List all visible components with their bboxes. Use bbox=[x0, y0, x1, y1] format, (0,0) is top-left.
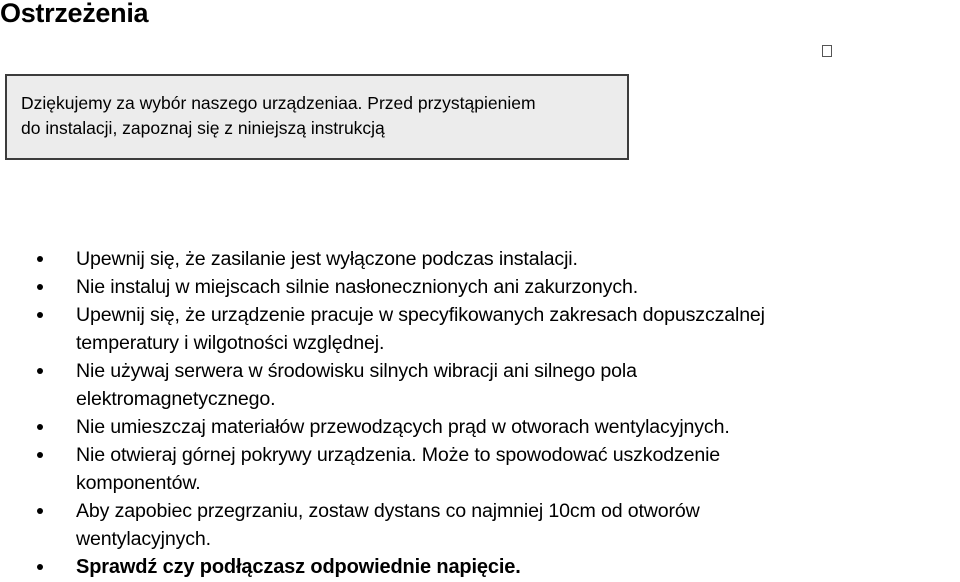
warning-text: Upewnij się, że urządzenie pracuje w specyfikowanych zakresach dopuszczalnej bbox=[76, 304, 765, 326]
page-title: Ostrzeżenia bbox=[0, 0, 149, 28]
bullet-icon bbox=[37, 368, 43, 374]
warning-item bbox=[0, 441, 960, 497]
warning-item bbox=[0, 553, 960, 581]
warning-list bbox=[0, 245, 960, 581]
bullet-icon bbox=[37, 256, 43, 262]
warning-text: temperatury i wilgotności względnej. bbox=[76, 332, 385, 354]
bullet-icon bbox=[37, 284, 43, 290]
bullet-icon bbox=[37, 452, 43, 458]
warning-text: Upewnij się, że zasilanie jest wyłączone podczas instalacji. bbox=[76, 248, 578, 270]
bullet-icon bbox=[37, 312, 43, 318]
bullet-icon bbox=[37, 564, 43, 570]
warning-text: wentylacyjnych. bbox=[76, 528, 211, 550]
warning-text: Sprawdź czy podłączasz odpowiednie napięcie. bbox=[76, 556, 521, 578]
warning-text: Nie otwieraj górnej pokrywy urządzenia. Może to spowodować uszkodzenie bbox=[76, 444, 721, 466]
bullet-icon bbox=[37, 508, 43, 514]
intro-box bbox=[5, 74, 629, 160]
warning-item bbox=[0, 273, 960, 301]
warning-text: Nie umieszczaj materiałów przewodzących prąd w otworach wentylacyjnych. bbox=[76, 416, 730, 438]
bullet-icon bbox=[37, 424, 43, 430]
warning-item bbox=[0, 413, 960, 441]
intro-line-1: Dziękujemy za wybór naszego urządzeniaa. Przed przystąpieniem bbox=[21, 93, 536, 113]
intro-line-2: do instalacji, zapoznaj się z niniejszą instrukcją bbox=[21, 118, 385, 138]
warning-item bbox=[0, 357, 960, 413]
warning-text: komponentów. bbox=[76, 472, 201, 494]
warning-item bbox=[0, 301, 960, 357]
warning-text: Nie używaj serwera w środowisku silnych wibracji ani silnego pola bbox=[76, 360, 637, 382]
warning-text: elektromagnetycznego. bbox=[76, 388, 276, 410]
warning-item bbox=[0, 245, 960, 273]
placeholder-box-icon bbox=[822, 45, 832, 57]
warning-text: Aby zapobiec przegrzaniu, zostaw dystans co najmniej 10cm od otworów bbox=[76, 500, 700, 522]
warning-text: Nie instaluj w miejscach silnie nasłonecznionych ani zakurzonych. bbox=[76, 276, 639, 298]
warning-item bbox=[0, 497, 960, 553]
